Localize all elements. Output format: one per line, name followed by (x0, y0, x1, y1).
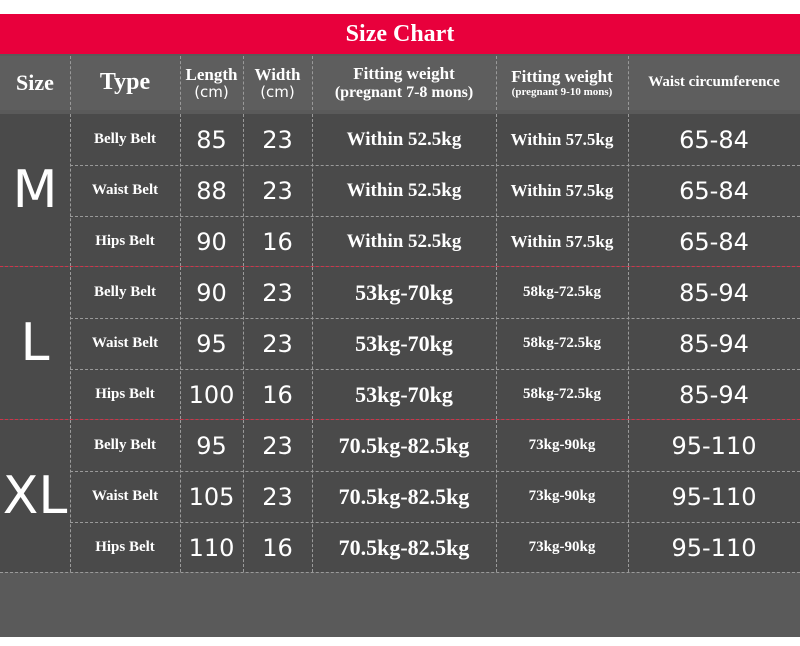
cell-length: 105 (188, 482, 235, 511)
header-fit1-sub: (pregnant 7-8 mons) (334, 83, 474, 101)
header-fit2-label: Fitting weight (511, 66, 613, 86)
cell-fit1: Within 52.5kg (346, 179, 462, 201)
cell-width: 23 (262, 278, 293, 307)
column-divider (180, 267, 181, 419)
header-length-label: Length (185, 64, 238, 84)
size-group-l (0, 267, 800, 419)
header-divider (312, 56, 313, 110)
cell-type: Belly Belt (93, 437, 157, 453)
cell-width: 23 (262, 482, 293, 511)
header-divider (180, 56, 181, 110)
size-group-m (0, 114, 800, 266)
header-fitting-weight-1 (312, 56, 496, 110)
cell-fit1: Within 52.5kg (346, 128, 462, 150)
cell-type: Waist Belt (91, 182, 159, 198)
cell-fit2: 58kg-72.5kg (523, 386, 601, 402)
cell-waist: 65-84 (679, 125, 749, 154)
header-type-label: Type (99, 69, 151, 96)
column-divider (312, 267, 313, 419)
header-divider (70, 56, 71, 110)
cell-type: Hips Belt (95, 539, 155, 555)
header-length (180, 56, 243, 110)
header-fitting-weight-2 (496, 56, 628, 110)
cell-width: 23 (262, 125, 293, 154)
column-divider (180, 114, 181, 266)
column-divider (312, 114, 313, 266)
column-divider (243, 114, 244, 266)
size-group-xl (0, 420, 800, 572)
column-divider (628, 114, 629, 266)
cell-fit1: 70.5kg-82.5kg (338, 483, 470, 509)
column-divider (628, 267, 629, 419)
cell-fit1: Within 52.5kg (346, 230, 462, 252)
cell-length: 88 (196, 176, 227, 205)
header-size (0, 56, 70, 110)
cell-fit1: 70.5kg-82.5kg (338, 432, 470, 458)
cell-fit1: 53kg-70kg (355, 279, 453, 305)
cell-type: Hips Belt (95, 386, 155, 402)
column-divider (70, 420, 71, 572)
cell-length: 90 (196, 227, 227, 256)
chart-title: Size Chart (0, 14, 800, 54)
column-divider (496, 420, 497, 572)
header-waist-label: Waist circumference (648, 74, 780, 91)
column-divider (628, 420, 629, 572)
cell-width: 16 (262, 227, 293, 256)
cell-fit2: 58kg-72.5kg (523, 284, 601, 300)
column-divider (180, 420, 181, 572)
cell-type: Waist Belt (91, 488, 159, 504)
column-divider (496, 267, 497, 419)
cell-width: 23 (262, 176, 293, 205)
cell-waist: 65-84 (679, 227, 749, 256)
cell-length: 100 (188, 380, 235, 409)
cell-fit1: 70.5kg-82.5kg (338, 534, 470, 560)
cell-fit1: 53kg-70kg (355, 381, 453, 407)
cell-waist: 85-94 (679, 329, 749, 358)
column-divider (496, 114, 497, 266)
cell-waist: 95-110 (671, 533, 757, 562)
cell-fit2: 73kg-90kg (528, 539, 596, 555)
header-width (243, 56, 312, 110)
cell-length: 95 (196, 431, 227, 460)
cell-fit2: Within 57.5kg (510, 129, 614, 149)
cell-waist: 85-94 (679, 278, 749, 307)
cell-type: Belly Belt (93, 131, 157, 147)
cell-width: 23 (262, 329, 293, 358)
cell-fit2: 73kg-90kg (528, 488, 596, 504)
cell-waist: 65-84 (679, 176, 749, 205)
cell-length: 85 (196, 125, 227, 154)
cell-fit2: 58kg-72.5kg (523, 335, 601, 351)
header-width-unit: (cm) (260, 83, 295, 102)
cell-fit2: Within 57.5kg (510, 180, 614, 200)
column-divider (243, 420, 244, 572)
chart-footer (0, 572, 800, 637)
column-divider (312, 420, 313, 572)
cell-waist: 95-110 (671, 482, 757, 511)
size-label: L (20, 313, 50, 373)
cell-waist: 95-110 (671, 431, 757, 460)
cell-length: 95 (196, 329, 227, 358)
cell-fit2: Within 57.5kg (510, 231, 614, 251)
header-size-label: Size (16, 70, 54, 96)
column-divider (243, 267, 244, 419)
table-header (0, 56, 800, 110)
column-divider (70, 267, 71, 419)
cell-type: Belly Belt (93, 284, 157, 300)
cell-width: 16 (262, 533, 293, 562)
cell-width: 16 (262, 380, 293, 409)
header-fit2-sub: (pregnant 9-10 mons) (511, 86, 613, 99)
cell-type: Waist Belt (91, 335, 159, 351)
header-type (70, 56, 180, 110)
cell-waist: 85-94 (679, 380, 749, 409)
header-divider (628, 56, 629, 110)
cell-fit2: 73kg-90kg (528, 437, 596, 453)
header-divider (243, 56, 244, 110)
header-waist (628, 56, 800, 110)
header-length-unit: (cm) (194, 83, 229, 102)
cell-length: 90 (196, 278, 227, 307)
header-fit1-label: Fitting weight (353, 64, 455, 84)
cell-length: 110 (188, 533, 235, 562)
cell-fit1: 53kg-70kg (355, 330, 453, 356)
column-divider (70, 114, 71, 266)
header-divider (496, 56, 497, 110)
size-label: M (12, 160, 58, 220)
size-chart (0, 14, 800, 636)
cell-width: 23 (262, 431, 293, 460)
size-label: XL (2, 466, 68, 526)
header-width-label: Width (254, 64, 301, 84)
cell-type: Hips Belt (95, 233, 155, 249)
